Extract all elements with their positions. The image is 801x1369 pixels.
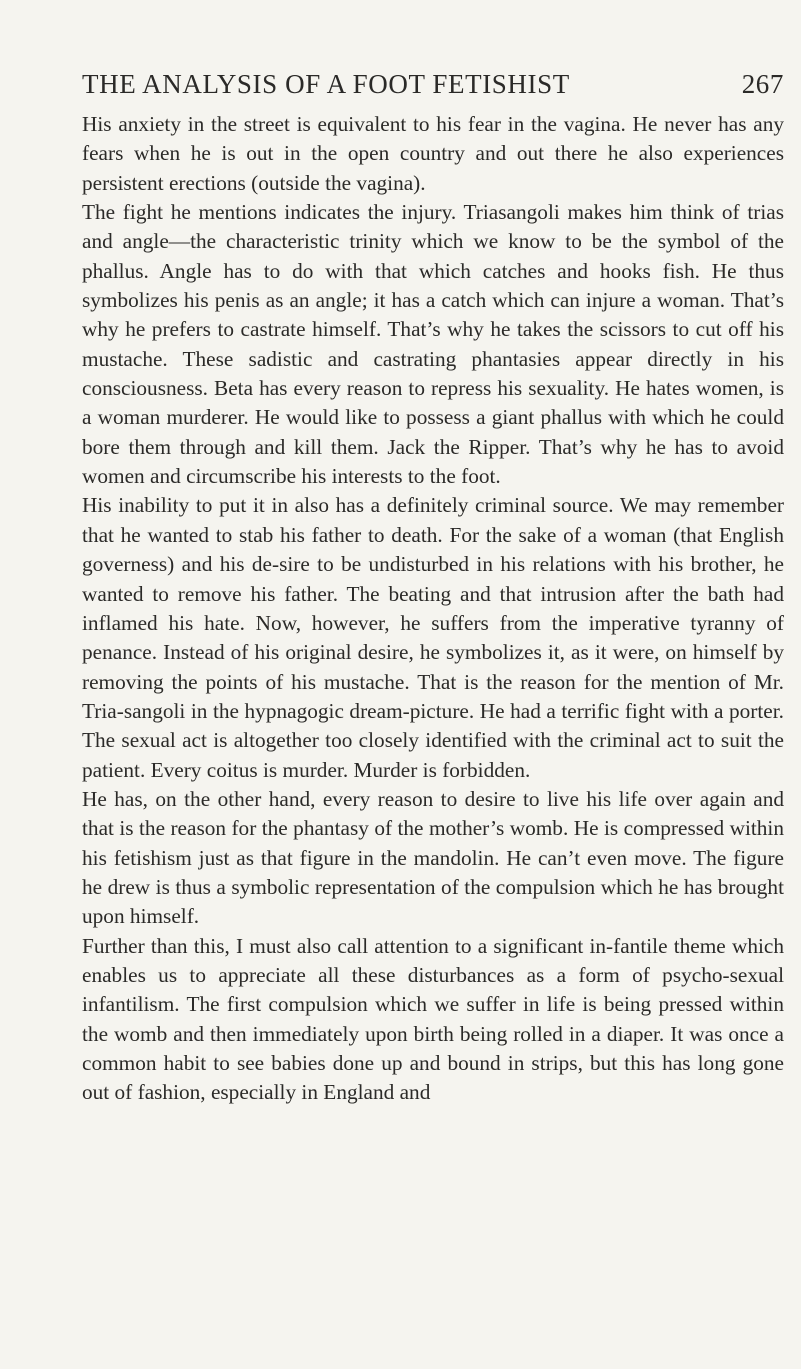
page-number: 267 [741, 69, 784, 99]
running-head [82, 66, 784, 102]
paragraph: His inability to put it in also has a definitely criminal source. We may remember that he wanted to stab his father to death. For the sake of a woman (that English governess) and his de-sire to be undisturbed in his relations with his brother, he wanted to remove his father. The beating and that intrusion after the bath had inflamed his hate. Now, however, he suffers from the imperative tyranny of penance. Instead of his original desire, he symbolizes it, as it were, on himself by removing the points of his mustache. That is the reason for the mention of Mr. Tria-sangoli in the hypnagogic dream-picture. He had a terrific fight with a porter. The sexual act is altogether too closely identified with the criminal act to suit the patient. Every coitus is murder. Murder is forbidden. [82, 493, 784, 782]
body-text [82, 110, 784, 1108]
paragraph: Further than this, I must also call attention to a significant in-fantile theme which enables us to appreciate all these disturbances as a form of psycho-sexual infantilism. The first compulsion which we suffer in life is being pressed within the womb and then immediately upon birth being rolled in a diaper. It was once a common habit to see babies done up and bound in strips, but this has long gone out of fashion, especially in England and [82, 933, 784, 1105]
paragraph: His anxiety in the street is equivalent to his fear in the vagina. He never has any fears when he is out in the open country and out there he also experiences persistent erections (outside the vagina). [82, 112, 784, 195]
paragraph: The fight he mentions indicates the injury. Triasangoli makes him think of trias and angle—the characteristic trinity which we know to be the symbol of the phallus. Angle has to do with that which catches and hooks fish. He thus symbolizes his penis as an angle; it has a catch which can injure a woman. That’s why he prefers to castrate himself. That’s why he takes the scissors to cut off his mustache. These sadistic and castrating phantasies appear directly in his consciousness. Beta has every reason to repress his sexuality. He hates women, is a woman murderer. He would like to possess a giant phallus with which he could bore them through and kill them. Jack the Ripper. That’s why he has to avoid women and circumscribe his interests to the foot. [82, 200, 784, 489]
paragraph: He has, on the other hand, every reason to desire to live his life over again and that is the reason for the phantasy of the mother’s womb. He is compressed within his fetishism just as that figure in the mandolin. He can’t even move. The figure he drew is thus a symbolic representation of the compulsion which he has brought upon himself. [82, 786, 784, 929]
chapter-title: THE ANALYSIS OF A FOOT FETISHIST [82, 69, 570, 99]
